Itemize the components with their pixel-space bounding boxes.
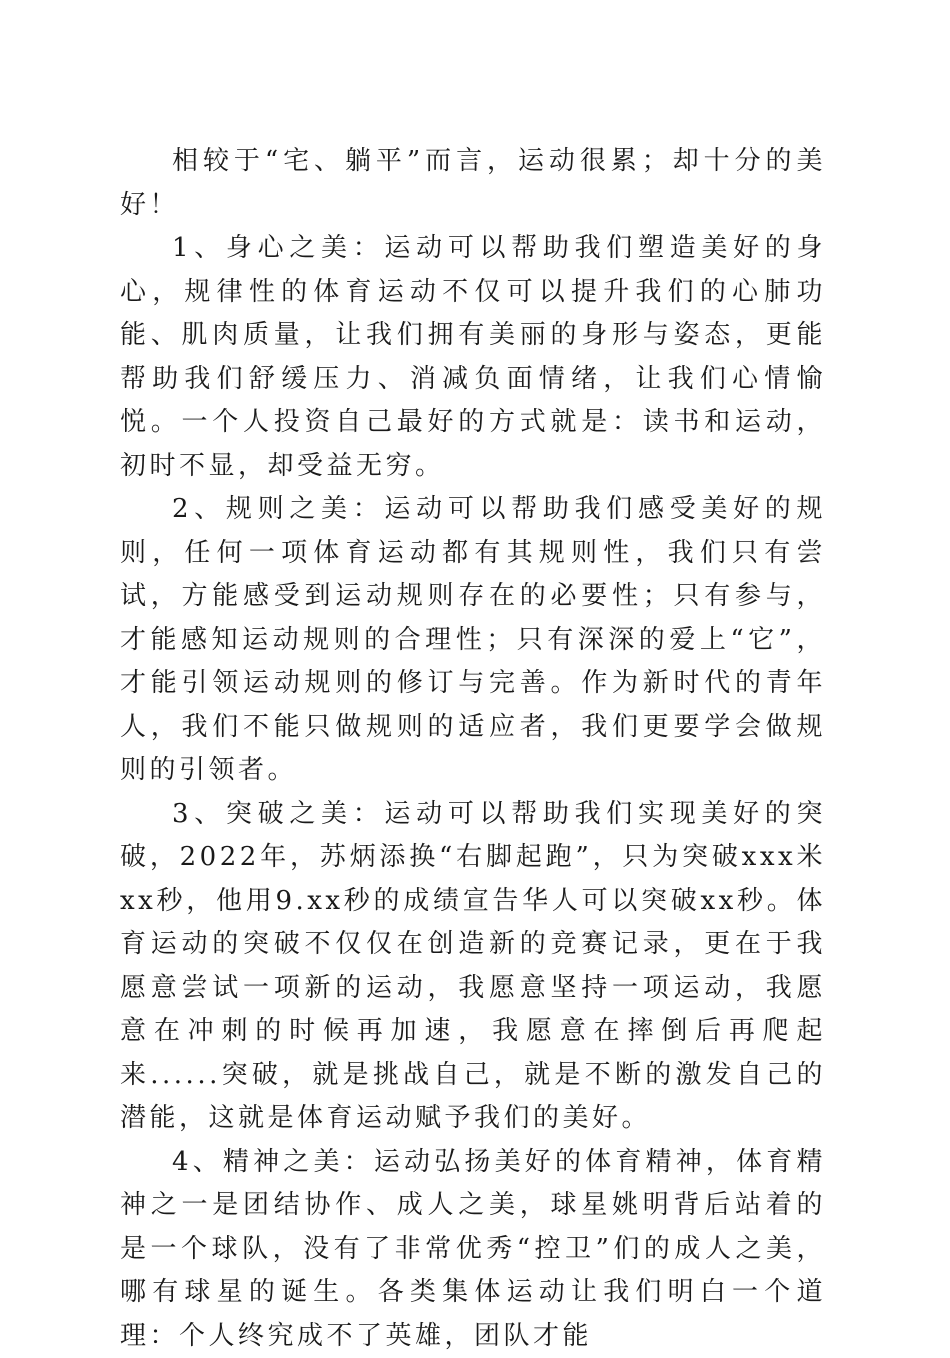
paragraph-rules-beauty: 2、规则之美：运动可以帮助我们感受美好的规则，任何一项体育运动都有其规则性，我们只有尝试，方能感受到运动规则存在的必要性；只有参与，才能感知运动规则的合理性；只有深深的爱上“它”，才能引领运动规则的修订与完善。作为新时代的青年人，我们不能只做规则的适应者，我们更要学会做规则的引领者。 — [120, 488, 826, 793]
paragraph-breakthrough-beauty: 3、突破之美：运动可以帮助我们实现美好的突破，2022年，苏炳添换“右脚起跑”，只为突破xxx米xx秒，他用9.xx秒的成绩宣告华人可以突破xx秒。体育运动的突破不仅仅在创造新的竞赛记录，更在于我愿意尝试一项新的运动，我愿意坚持一项运动，我愿意在冲刺的时候再加速，我愿意在摔倒后再爬起来......突破，就是挑战自己，就是不断的激发自己的潜能，这就是体育运动赋予我们的美好。 — [120, 793, 826, 1141]
paragraph-spirit-beauty: 4、精神之美：运动弘扬美好的体育精神，体育精神之一是团结协作、成人之美，球星姚明背后站着的是一个球队，没有了非常优秀“控卫”们的成人之美，哪有球星的诞生。各类集体运动让我们明白一个道理：个人终究成不了英雄，团队才能 — [120, 1141, 826, 1358]
paragraph-body-mind-beauty: 1、身心之美：运动可以帮助我们塑造美好的身心，规律性的体育运动不仅可以提升我们的心肺功能、肌肉质量，让我们拥有美丽的身形与姿态，更能帮助我们舒缓压力、消减负面情绪，让我们心情愉悦。一个人投资自己最好的方式就是：读书和运动，初时不显，却受益无穷。 — [120, 227, 826, 488]
intro-paragraph: 相较于“宅、躺平”而言，运动很累；却十分的美好！ — [120, 140, 826, 227]
document-body — [120, 140, 826, 1358]
